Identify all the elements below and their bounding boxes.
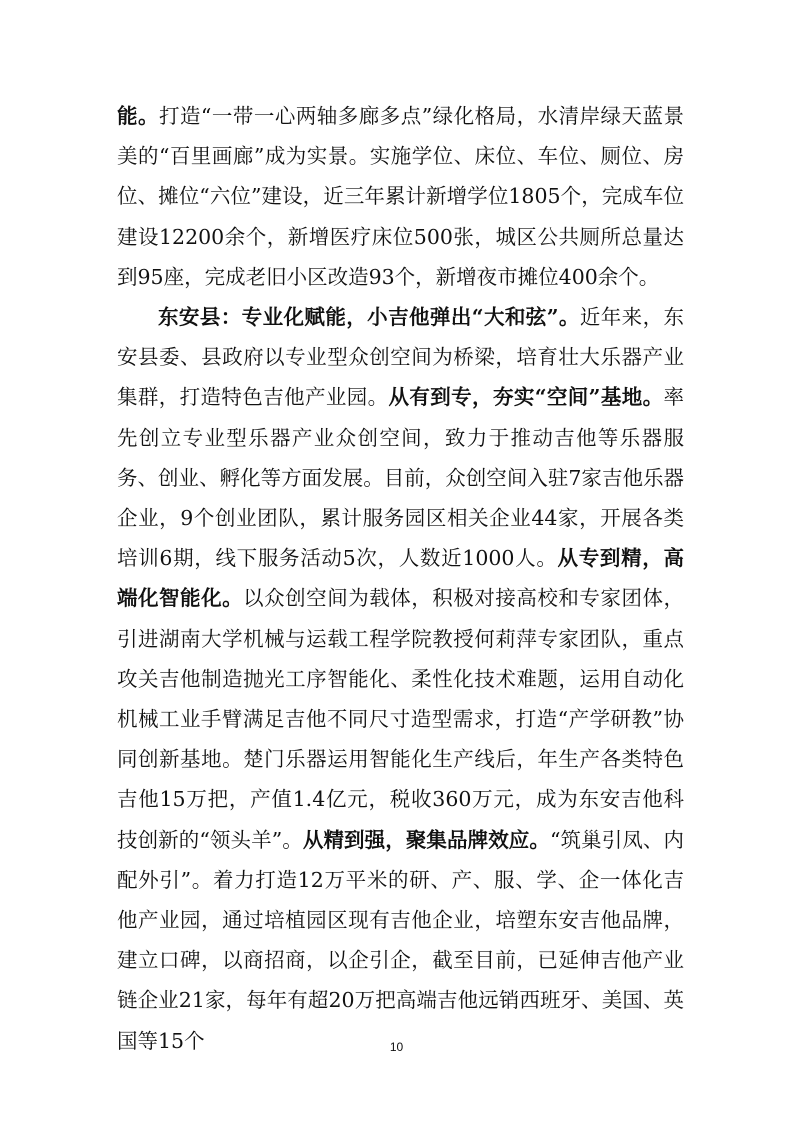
text-run: “筑巢引凤、内配外引”。着力打造12万平米的研、产、服、学、企一体化吉他产业园，通过培植园区现有吉他企业，培塑东安吉他品牌，建立口碑，以商招商，以企引企，截至目前，已延伸吉他产业链企业21家，每年有超20万把高端吉他远销西班牙、美国、英国等15个 <box>117 827 684 1053</box>
subheading: 从精到强，聚集品牌效应。 <box>302 827 550 852</box>
text-run: 打造“一带一心两轴多廊多点”绿化格局，水清岸绿天蓝景美的“百里画廊”成为实景。实施学位、床位、车位、厕位、房位、摊位“六位”建设，近三年累计新增学位1805个，完成车位建设12200余个，新增医疗床位500张，城区公共厕所总量达到95座，完成老旧小区改造93个，新增夜市摊位400余个。 <box>117 104 684 289</box>
paragraph-2 <box>117 297 684 1061</box>
page-number: 10 <box>389 1040 404 1054</box>
body-text <box>117 96 684 1061</box>
paragraph-1 <box>117 96 684 297</box>
text-run: 以众创空间为载体，积极对接高校和专家团体，引进湖南大学机械与运载工程学院教授何莉萍专家团队，重点攻关吉他制造抛光工序智能化、柔性化技术难题，运用自动化机械工业手臂满足吉他不同尺寸造型需求，打造“产学研教”协同创新基地。楚门乐器运用智能化生产线后，年生产各类特色吉他15万把，产值1.4亿元，税收360万元，成为东安吉他科技创新的“领头羊”。 <box>117 586 685 852</box>
text-run: 率先创立专业型乐器产业众创空间，致力于推动吉他等乐器服务、创业、孵化等方面发展。目前，众创空间入驻7家吉他乐器企业，9个创业团队，累计服务园区相关企业44家，开展各类培训6期，线下服务活动5次，人数近1000人。 <box>117 385 684 571</box>
section-heading: 东安县：专业化赋能，小吉他弹出“大和弦”。 <box>158 305 580 330</box>
text-run: 近年来，东安县委、县政府以专业型众创空间为桥梁，培育壮大乐器产业集群，打造特色吉他产业园。 <box>117 305 684 410</box>
subheading: 从专到精，高端化智能化。 <box>117 546 684 611</box>
subheading: 从有到专，夯实“空间”基地。 <box>388 385 664 410</box>
text-run: 能。 <box>117 104 159 128</box>
